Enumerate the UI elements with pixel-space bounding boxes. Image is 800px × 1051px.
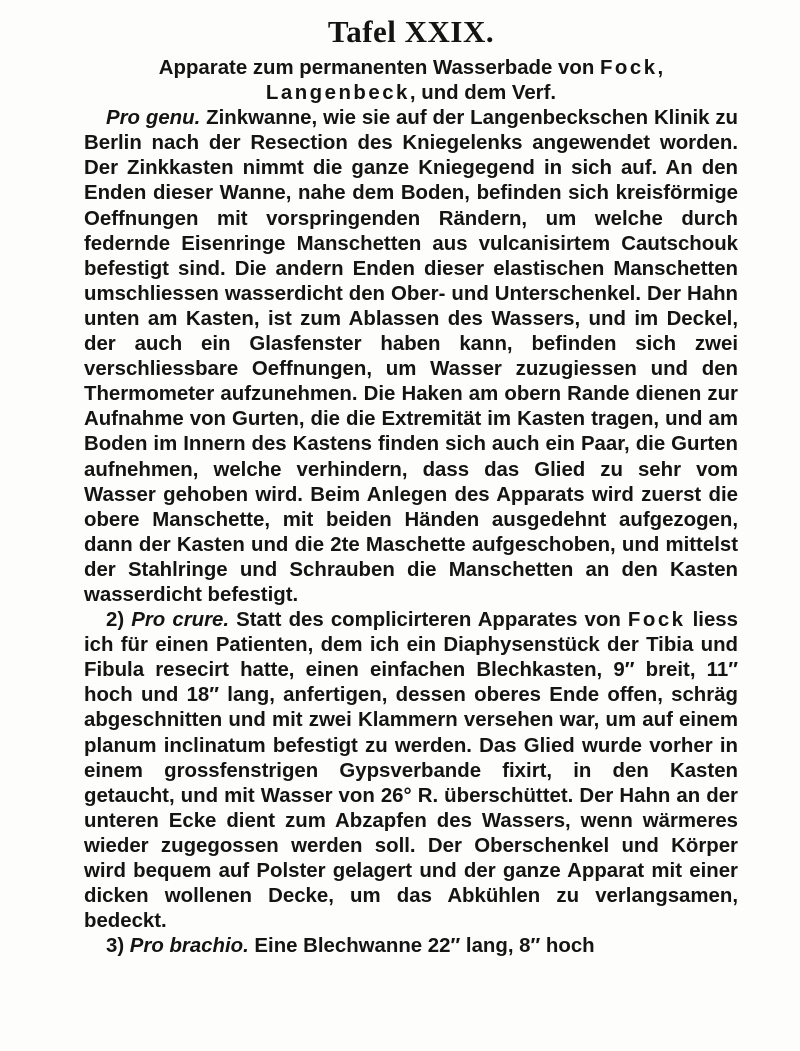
paragraph-text-pro-genu: Zinkwanne, wie sie auf der Langenbeckschen Klinik zu Berlin nach der Resection des Kniegelenks angewendet worden. Der Zinkkasten nimmt die ganze Kniegegend in sich auf. An den Enden dieser Wanne, nahe dem Boden, befinden sich kreisförmige Oeffnungen mit vorspringenden Rändern, um welche durch federnde Eisenringe Manschetten aus vulcanisirtem Cautschouk befestigt sind. Die andern Enden dieser elastischen Manschetten umschliessen wasserdicht den Ober- und Unterschenkel. Der Hahn unten am Kasten, ist zum Ablassen des Wassers, und im Deckel, der auch ein Glasfenster haben kann, befinden sich zwei verschliessbare Oeffnungen, um Wasser zuzugiessen und den Thermometer aufzunehmen. Die Haken am obern Rande dienen zur Aufnahme von Gurten, die die Extremität im Kasten tragen, und am Boden im Innern des Kastens finden sich auch ein Paar, die Gurten aufnehmen, welche verhindern, dass das Glied zu sehr vom Wasser gehoben wird. Beim Anlegen des Apparats wird zuerst die obere Manschette, mit beiden Händen ausgedehnt aufgezogen, dann der Kasten und die 2te Maschette aufgeschoben, und mittelst der Stahlringe und Schrauben die Manschetten an den Kasten wasserdicht befestigt. [84, 107, 739, 606]
plate-title: Tafel XXIX. [327, 14, 495, 49]
paragraph-text-pro-crure-b: liess ich für einen Patienten, dem ich ein Diaphysenstück der Tibia und Fibula resecirt hatte, einen einfachen Blechkasten, 9″ breit, 11″ hoch und 18″ lang, anfertigen, dessen oberes Ende offen, schräg abgeschnitten und mit zwei Klammern versehen war, um auf einem planum inclinatum befestigt zu werden. Das Glied wurde vorher in einem grossfenstrigen Gypsverbande fixirt, in den Kasten getaucht, und mit Wasser von 26° R. überschüttet. Der Hahn an der unteren Ecke dient zum Abzapfen des Wassers, wenn wärmeres wieder zugegossen werden soll. Der Oberschenkel und Körper wird bequem auf Polster gelagert und der ganze Apparat mit einer dicken wollenen Decke, um das Abkühlen zu verlangsamen, bedeckt. [84, 609, 738, 933]
paragraph-pro-genu [84, 106, 738, 608]
body-text [84, 56, 738, 959]
heading-text-start: Apparate zum permanenten Wasserbade von [158, 57, 600, 79]
paragraph-label-pro-brachio: Pro brachio. [129, 935, 249, 958]
paragraph-text-pro-brachio: Eine Blechwanne 22″ lang, 8″ hoch [248, 935, 595, 958]
section-heading [84, 56, 738, 106]
author-name-fock-inline: Fock [627, 609, 686, 632]
paragraph-number-2: 2) [106, 609, 132, 632]
paragraph-label-pro-crure: Pro crure. [131, 609, 230, 632]
author-name-fock: Fock [599, 57, 658, 79]
heading-separator: , [657, 57, 664, 79]
author-name-langenbeck: Langenbeck [265, 82, 410, 105]
paragraph-text-pro-crure-a: Statt des complicirteren Apparates von [229, 609, 628, 632]
paragraph-pro-brachio [84, 934, 738, 959]
paragraph-pro-crure [84, 608, 738, 934]
heading-text-end: , und dem Verf. [409, 82, 557, 105]
paragraph-label-pro-genu: Pro genu. [106, 107, 201, 130]
paragraph-number-3: 3) [106, 935, 130, 958]
